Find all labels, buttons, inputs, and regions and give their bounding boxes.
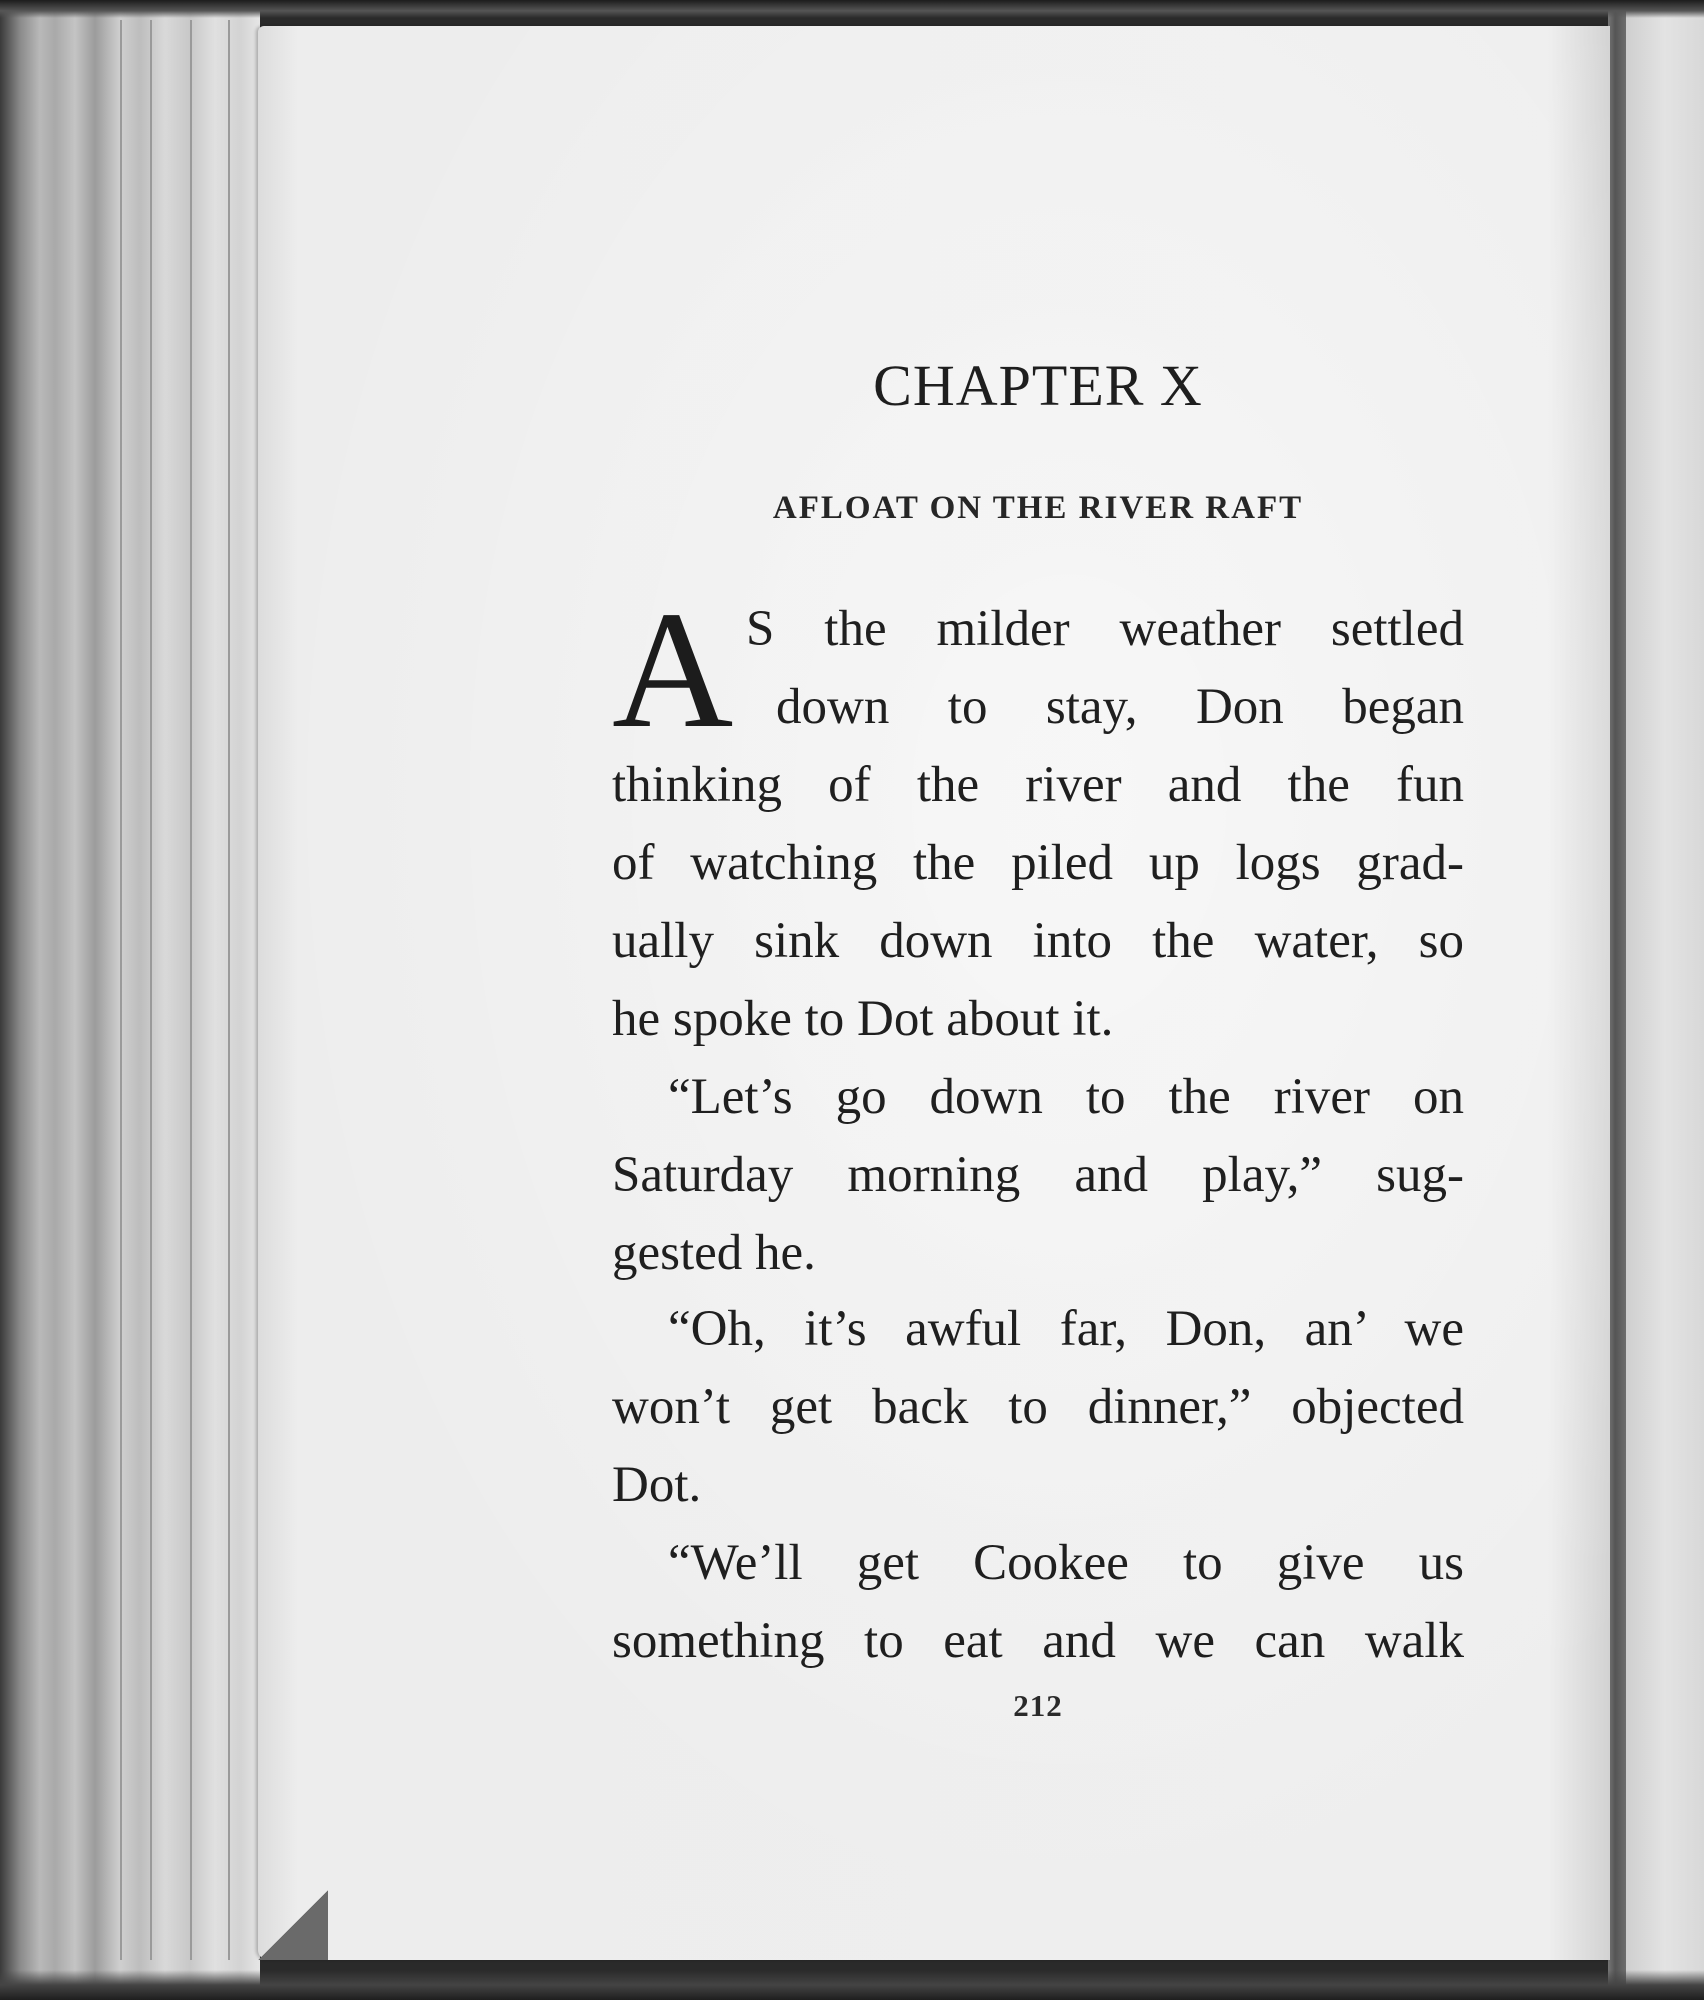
facing-page-edge — [1626, 0, 1704, 2000]
chapter-title: CHAPTER X — [873, 353, 1203, 418]
page-stack-line — [190, 20, 192, 1960]
book-gutter — [1608, 0, 1626, 2000]
text-line: down to stay, Don began — [776, 679, 1464, 735]
text-line: “Let’s go down to the river on — [668, 1069, 1464, 1125]
page-stack-line — [150, 20, 152, 1960]
drop-cap: A — [612, 577, 734, 763]
bottom-shadow — [0, 1970, 1704, 2000]
page-number: 212 — [1013, 1688, 1063, 1723]
text-line: he spoke to Dot about it. — [612, 991, 1114, 1047]
top-shadow — [0, 0, 1704, 18]
text-line: won’t get back to dinner,” objected — [612, 1379, 1464, 1435]
text-line: Saturday morning and play,” sug- — [612, 1147, 1464, 1203]
text-line: something to eat and we can walk — [612, 1613, 1464, 1669]
text-line: of watching the piled up logs grad- — [612, 835, 1464, 891]
page-stack-line — [120, 20, 122, 1960]
text-line: Dot. — [612, 1457, 702, 1513]
text-line: S the milder weather settled — [746, 601, 1464, 657]
chapter-subtitle: AFLOAT ON THE RIVER RAFT — [772, 490, 1304, 526]
text-line: thinking of the river and the fun — [612, 757, 1464, 813]
text-line: ually sink down into the water, so — [612, 913, 1464, 969]
text-line: “We’ll get Cookee to give us — [668, 1535, 1464, 1591]
page-stack-line — [228, 20, 230, 1960]
page-corner-fold — [258, 1890, 328, 1960]
book-page-edges — [0, 0, 260, 2000]
text-line: gested he. — [612, 1225, 816, 1281]
text-line: “Oh, it’s awful far, Don, an’ we — [668, 1301, 1464, 1357]
